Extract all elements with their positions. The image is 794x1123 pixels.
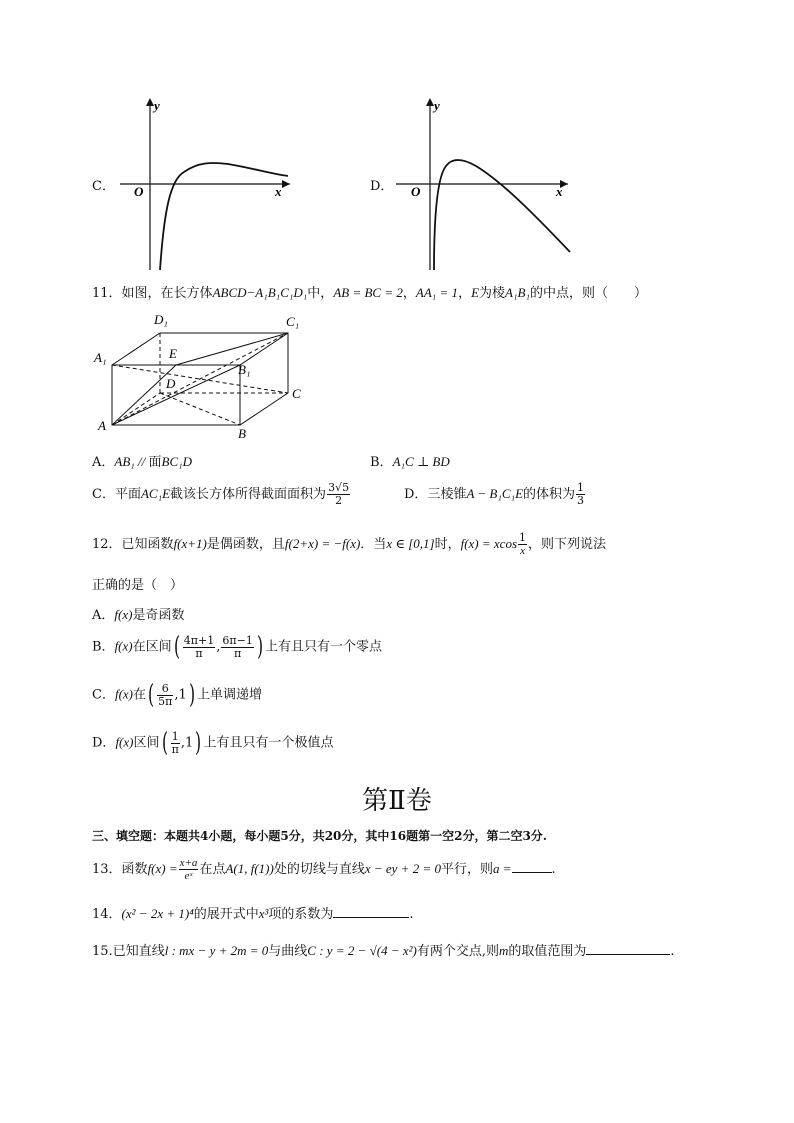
- q14-answer-blank[interactable]: [333, 905, 409, 918]
- graph-c-curve: [160, 163, 288, 270]
- section-heading: 三、填空题：本题共4小题，每小题5分，共20分，其中16题第一空2分，第二空3分.: [92, 829, 547, 843]
- graph-d-y-label: y: [434, 98, 440, 113]
- q11-cuboid-figure: [92, 306, 322, 446]
- label-C1: C₁: [286, 314, 300, 329]
- q11-option-a: A．AB₁ // 面BC₁D: [92, 454, 193, 470]
- graph-d: [392, 92, 582, 272]
- graph-c-x-label: x: [275, 184, 282, 199]
- q13-answer-blank[interactable]: [512, 860, 552, 873]
- q15: 15.已知直线l : mx − y + 2m = 0与曲线C : y = 2 − √(4 − x²)有两个交点,则m的取值范围为 .: [92, 943, 675, 959]
- graph-c-origin: O: [134, 184, 144, 199]
- label-A1: A₁: [94, 350, 107, 365]
- q12-option-d: D．f(x)区间( $\frac{1}{\pi}$ ,1) 上有且只有一个极值点: [92, 728, 334, 758]
- label-A: A: [98, 418, 106, 433]
- label-D1: D₁: [154, 312, 168, 327]
- q12-option-b: B．f(x)在区间( $\frac{4\pi+1}{\pi}$ , $\frac{6\pi-1}{\pi}$ ) 上有且只有一个零点: [92, 632, 382, 662]
- graph-d-curve: [434, 160, 570, 270]
- section-title: 第Ⅱ卷: [362, 786, 432, 816]
- q11-option-d: D．三棱锥A − B₁C₁E的体积为 $\frac{1}{3}$: [404, 481, 585, 507]
- label-E: E: [169, 346, 177, 361]
- q11-stem: 11．如图，在长方体ABCD−A₁B₁C₁D₁中，AB = BC = 2，AA₁ = 1，E为棱A₁B₁的中点，则（ ）: [92, 285, 647, 301]
- label-B: B: [238, 426, 246, 441]
- graph-d-origin: O: [411, 184, 421, 199]
- q12-option-a: A．f(x)是奇函数: [92, 607, 185, 623]
- graph-c: [112, 92, 302, 272]
- q12-option-c: C．f(x)在( $\frac{6}{5\pi}$ ,1) 上单调递增: [92, 680, 262, 710]
- label-D: D: [166, 376, 176, 391]
- q13: 13．函数f(x) = $\frac{x+a}{\text{eˣ}}$ 在点A(1, f(1))处的切线与直线x − ey + 2 = 0平行，则a = .: [92, 857, 556, 882]
- q12-stem: 12．已知函数f(x+1)是偶函数，且f(2+x) = −f(x)．当x ∈ [0,1]时，f(x) = xcos $\frac{1}{x}$ ，则下列说法: [92, 531, 607, 557]
- q15-answer-blank[interactable]: [586, 942, 670, 955]
- q11-option-c: C．平面AC₁E截该长方体所得截面面积为 $\frac{3√5}{2}$: [92, 481, 350, 507]
- graph-d-label: D．: [370, 179, 394, 194]
- q12-stem-line2: 正确的是（ ）: [92, 578, 184, 593]
- label-C: C: [292, 386, 301, 401]
- graph-c-label: C．: [92, 179, 115, 194]
- q11-option-b: B．A₁C ⊥ BD: [370, 454, 450, 470]
- graph-d-x-label: x: [556, 184, 563, 199]
- label-B1: B₁: [238, 362, 251, 377]
- q14: 14．(x² − 2x + 1)⁴的展开式中x³项的系数为 .: [92, 906, 414, 922]
- graph-c-y-label: y: [154, 98, 160, 113]
